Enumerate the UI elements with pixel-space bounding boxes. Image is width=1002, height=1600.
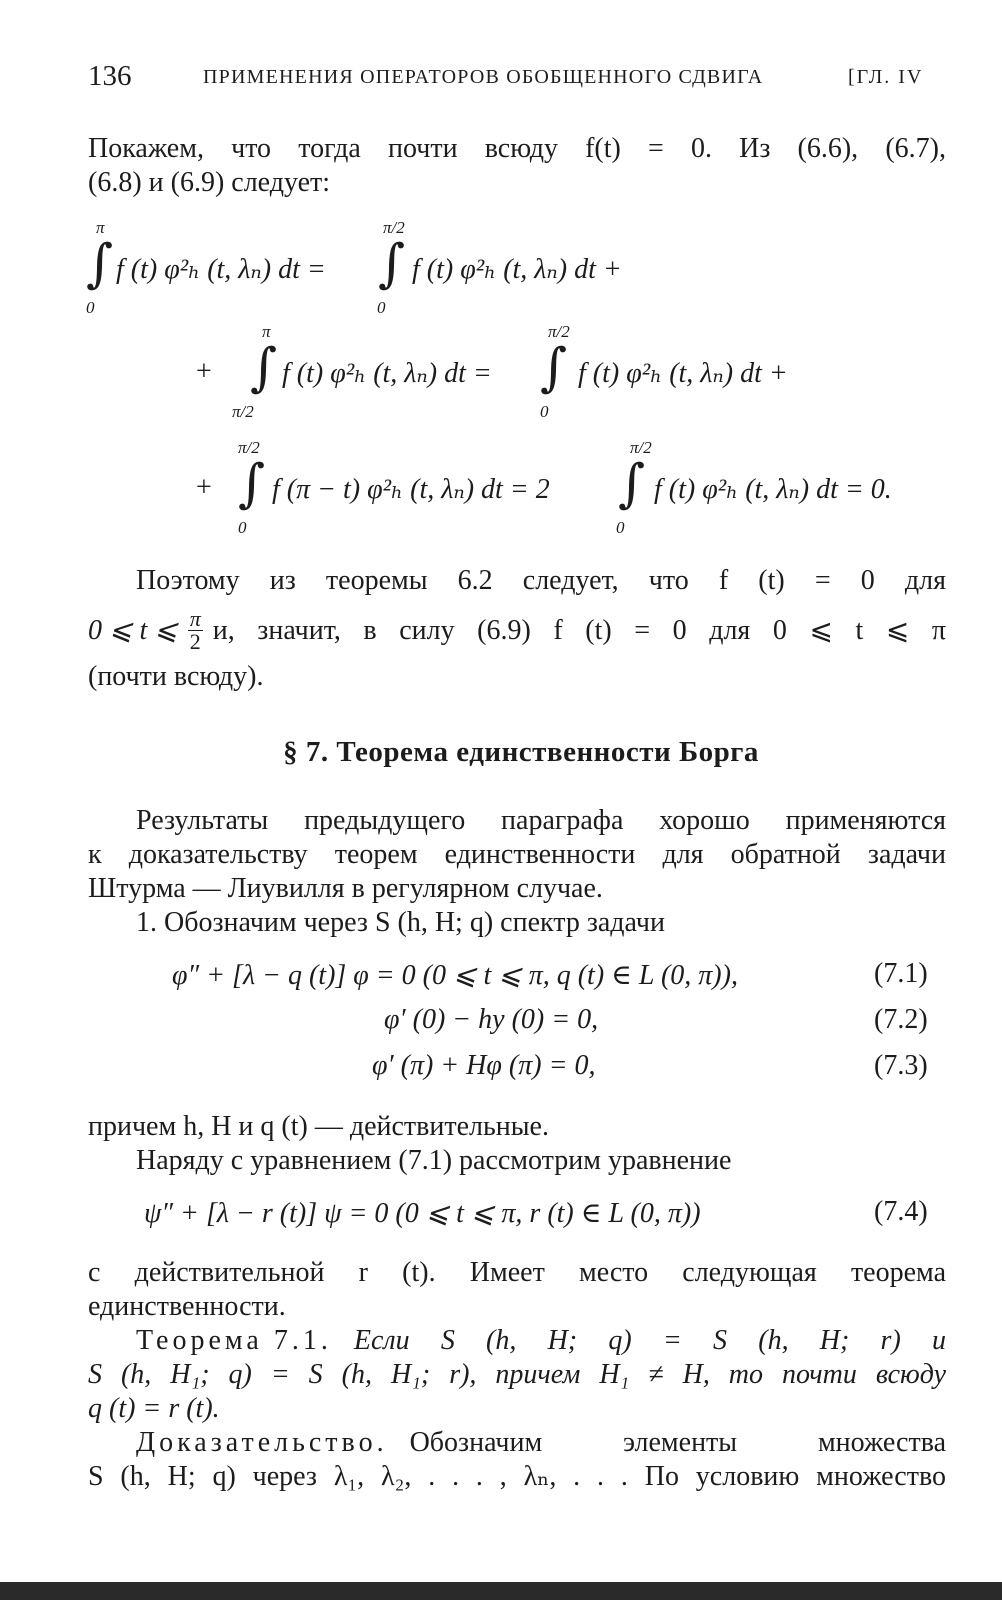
upper-limit: π/2	[383, 218, 405, 237]
equation-body: φ′ (0) − hy (0) = 0,	[384, 1004, 599, 1035]
equation-number: (7.1)	[874, 958, 928, 989]
integral-sign: ∫	[238, 454, 266, 514]
equation-number: (7.2)	[874, 1004, 928, 1035]
para3-line-1: с действительной r (t). Имеет место следующая теорема	[88, 1257, 946, 1288]
proof-line-2: S (h, H; q) через λ₁, λ₂, . . . , λₙ, . . . По условию множество	[88, 1461, 946, 1492]
equation-body: φ″ + [λ − q (t)] φ = 0 (0 ⩽ t ⩽ π, q (t) ∈ L (0, π)),	[172, 960, 738, 991]
para1-line-4: 1. Обозначим через S (h, H; q) спектр задачи	[136, 907, 665, 938]
theorem-line-3: q (t) = r (t).	[88, 1393, 220, 1424]
conclusion-line-1: Поэтому из теоремы 6.2 следует, что f (t) = 0 для	[136, 565, 946, 596]
equation-number: (7.3)	[874, 1050, 928, 1081]
running-title: ПРИМЕНЕНИЯ ОПЕРАТОРОВ ОБОБЩЕННОГО СДВИГА	[203, 66, 764, 88]
upper-limit: π/2	[238, 438, 260, 457]
eq-row1-lhs: f (t) φ²ₕ (t, λₙ) dt =	[116, 254, 326, 285]
lower-limit: 0	[238, 518, 247, 537]
para1-line-1: Результаты предыдущего параграфа хорошо применяются	[136, 805, 946, 836]
proof-label: Доказательство.	[136, 1427, 388, 1458]
page-number: 136	[88, 60, 132, 92]
lower-limit: 0	[377, 298, 386, 317]
theorem-line-2: S (h, H₁; q) = S (h, H₁; r), причем H₁ ≠ H, то почти всюду	[88, 1359, 946, 1390]
intro-line-2: (6.8) и (6.9) следует:	[88, 167, 331, 198]
upper-limit: π	[262, 322, 271, 341]
conclusion-line-2	[88, 608, 946, 653]
pi-over-2-fraction	[188, 608, 203, 653]
upper-limit: π/2	[630, 438, 652, 457]
equation-body: ψ″ + [λ − r (t)] ψ = 0 (0 ⩽ t ⩽ π, r (t) ∈ L (0, π))	[144, 1198, 701, 1229]
theorem-statement: Если S (h, H; q) = S (h, H; r) и	[353, 1325, 946, 1356]
proof-line-1	[136, 1426, 946, 1459]
integral-sign: ∫	[250, 338, 278, 398]
intro-line-1: Покажем, что тогда почти всюду f(t) = 0. Из (6.6), (6.7),	[88, 133, 946, 164]
inequality: 0 ⩽ t ⩽	[88, 615, 178, 646]
integral-sign: ∫	[378, 234, 406, 294]
eq-row3-mid: f (π − t) φ²ₕ (t, λₙ) dt = 2	[272, 474, 550, 505]
upper-limit: π/2	[548, 322, 570, 341]
fraction-denominator: 2	[189, 629, 201, 654]
eq-row3-rhs: f (t) φ²ₕ (t, λₙ) dt = 0.	[654, 474, 892, 505]
eq-row2-mid: f (t) φ²ₕ (t, λₙ) dt =	[282, 358, 492, 389]
fraction-numerator: π	[189, 606, 201, 631]
lower-limit: π/2	[232, 402, 254, 421]
scan-edge	[0, 1582, 1002, 1600]
theorem-label: Теорема 7.1.	[136, 1325, 332, 1356]
integral-sign: ∫	[86, 234, 114, 294]
para1-line-2: к доказательству теорем единственности для обратной задачи	[88, 839, 946, 870]
lower-limit: 0	[86, 298, 95, 317]
plus-sign: +	[196, 472, 212, 503]
lower-limit: 0	[540, 402, 549, 421]
lower-limit: 0	[616, 518, 625, 537]
eq-row1-rhs: f (t) φ²ₕ (t, λₙ) dt +	[412, 254, 622, 285]
upper-limit: π	[96, 218, 105, 237]
equation-number: (7.4)	[874, 1196, 928, 1227]
section-heading: § 7. Теорема единственности Борга	[283, 736, 759, 768]
para2-line-2: Наряду с уравнением (7.1) рассмотрим уравнение	[136, 1145, 732, 1176]
para1-line-3: Штурма — Лиувилля в регулярном случае.	[88, 873, 603, 904]
theorem-line-1	[136, 1324, 946, 1357]
integral-sign: ∫	[540, 338, 568, 398]
para3-line-2: единственности.	[88, 1291, 286, 1322]
conclusion-line-2-rest: и, значит, в силу (6.9) f (t) = 0 для 0 ⩽ t ⩽ π	[212, 615, 946, 646]
conclusion-line-3: (почти всюду).	[88, 661, 264, 692]
proof-text: Обозначим элементы множества	[409, 1427, 946, 1458]
integral-sign: ∫	[618, 454, 646, 514]
plus-sign: +	[196, 356, 212, 387]
para2-line-1: причем h, H и q (t) — действительные.	[88, 1111, 549, 1142]
eq-row2-rhs: f (t) φ²ₕ (t, λₙ) dt +	[578, 358, 788, 389]
chapter-label: [ГЛ. IV	[848, 66, 924, 88]
equation-body: φ′ (π) + Hφ (π) = 0,	[372, 1050, 596, 1081]
